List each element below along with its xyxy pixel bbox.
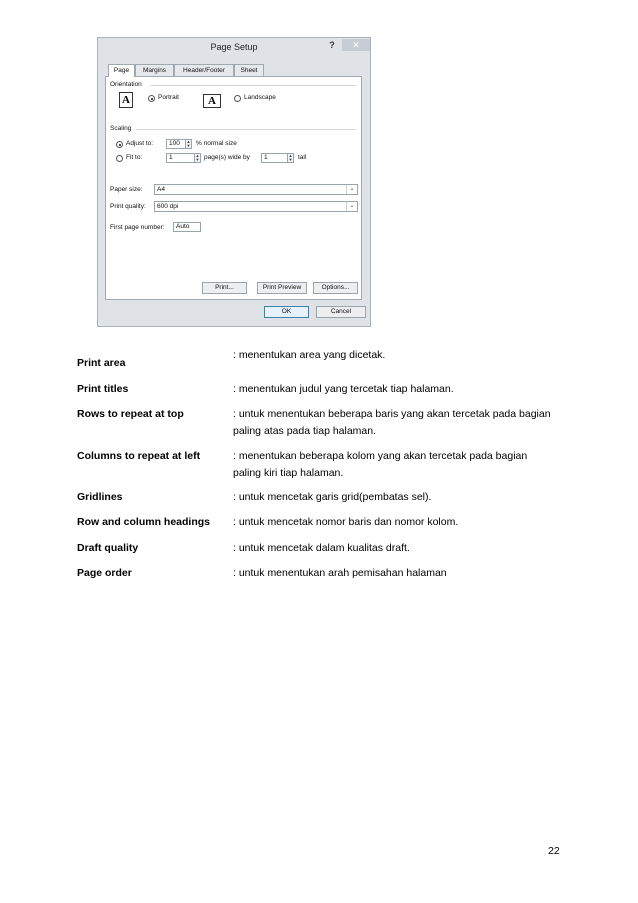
fit-tall-suffix: tall bbox=[298, 154, 307, 161]
help-button[interactable]: ? bbox=[329, 40, 335, 50]
orientation-heading: Orientation bbox=[110, 81, 142, 88]
orientation-divider bbox=[150, 85, 356, 86]
term-page-order: Page order bbox=[77, 567, 132, 579]
page-number: 22 bbox=[548, 845, 560, 857]
adjust-to-radio[interactable] bbox=[116, 141, 123, 148]
portrait-radio[interactable] bbox=[148, 95, 155, 102]
desc-draft-quality: : untuk mencetak dalam kualitas draft. bbox=[233, 542, 410, 554]
print-preview-button[interactable]: Print Preview bbox=[257, 282, 307, 294]
desc-rows-repeat: : untuk menentukan beberapa baris yang akan tercetak pada bagian paling atas pada tiap halaman. bbox=[233, 408, 551, 437]
desc-columns-repeat: : menentukan beberapa kolom yang akan tercetak pada bagian paling kiri tiap halaman. bbox=[233, 450, 528, 479]
tab-header-footer[interactable]: Header/Footer bbox=[174, 64, 234, 76]
print-quality-value: 600 dpi bbox=[157, 203, 179, 210]
paper-size-value: A4 bbox=[157, 186, 165, 193]
adjust-percent-spinner[interactable]: ▲ ▼ bbox=[186, 139, 191, 148]
first-page-number-label: First page number: bbox=[110, 224, 165, 231]
scaling-heading: Scaling bbox=[110, 125, 132, 132]
term-row-column-headings: Row and column headings bbox=[77, 516, 211, 528]
desc-row-column-headings: : untuk mencetak nomor baris dan nomor kolom. bbox=[233, 516, 459, 528]
dialog-title: Page Setup bbox=[210, 42, 258, 52]
chevron-down-icon[interactable]: ⌄ bbox=[346, 202, 357, 211]
page-setup-dialog bbox=[97, 37, 371, 327]
paper-size-label: Paper size: bbox=[110, 186, 143, 193]
first-page-number-input[interactable]: Auto bbox=[173, 222, 201, 232]
landscape-label[interactable]: Landscape bbox=[244, 94, 276, 101]
desc-print-titles: : menentukan judul yang tercetak tiap halaman. bbox=[233, 383, 454, 395]
portrait-label[interactable]: Portrait bbox=[158, 94, 179, 101]
fit-tall-spinner[interactable]: ▲ ▼ bbox=[288, 153, 293, 162]
fit-wide-spinner[interactable]: ▲ ▼ bbox=[195, 153, 200, 162]
tab-page[interactable]: Page bbox=[108, 64, 135, 77]
paper-size-select[interactable] bbox=[154, 184, 358, 195]
page-tab-panel bbox=[105, 76, 362, 300]
chevron-down-icon[interactable]: ⌄ bbox=[346, 185, 357, 194]
desc-gridlines: : untuk mencetak garis grid(pembatas sel). bbox=[233, 491, 432, 503]
options-button[interactable]: Options... bbox=[313, 282, 358, 294]
print-quality-select[interactable] bbox=[154, 201, 358, 212]
print-quality-label: Print quality: bbox=[110, 203, 146, 210]
fit-wide-suffix: page(s) wide by bbox=[204, 154, 250, 161]
fit-to-radio[interactable] bbox=[116, 155, 123, 162]
term-draft-quality: Draft quality bbox=[77, 542, 139, 554]
close-button[interactable]: ✕ bbox=[342, 39, 370, 51]
fit-to-label[interactable]: Fit to: bbox=[126, 154, 143, 161]
fit-tall-input[interactable]: 1 bbox=[261, 153, 288, 163]
ok-button[interactable]: OK bbox=[264, 306, 309, 318]
tab-margins[interactable]: Margins bbox=[135, 64, 174, 76]
desc-page-order: : untuk menentukan arah pemisahan halaman bbox=[233, 567, 447, 579]
term-rows-repeat: Rows to repeat at top bbox=[77, 408, 184, 420]
cancel-button[interactable]: Cancel bbox=[316, 306, 366, 318]
adjust-suffix-label: % normal size bbox=[196, 140, 237, 147]
term-columns-repeat: Columns to repeat at left bbox=[77, 450, 201, 462]
term-print-titles: Print titles bbox=[77, 383, 129, 395]
landscape-icon: A bbox=[203, 94, 221, 108]
landscape-radio[interactable] bbox=[234, 95, 241, 102]
term-gridlines: Gridlines bbox=[77, 491, 123, 503]
adjust-percent-input[interactable]: 100 bbox=[166, 139, 186, 149]
desc-print-area: : menentukan area yang dicetak. bbox=[233, 349, 386, 361]
portrait-icon: A bbox=[119, 92, 133, 108]
adjust-to-label[interactable]: Adjust to: bbox=[126, 140, 154, 147]
scaling-divider bbox=[136, 129, 356, 130]
term-print-area: Print area bbox=[77, 357, 126, 369]
fit-wide-input[interactable]: 1 bbox=[166, 153, 195, 163]
print-button[interactable]: Print... bbox=[202, 282, 247, 294]
tab-sheet[interactable]: Sheet bbox=[234, 64, 264, 76]
dialog-titlebar bbox=[98, 38, 370, 58]
